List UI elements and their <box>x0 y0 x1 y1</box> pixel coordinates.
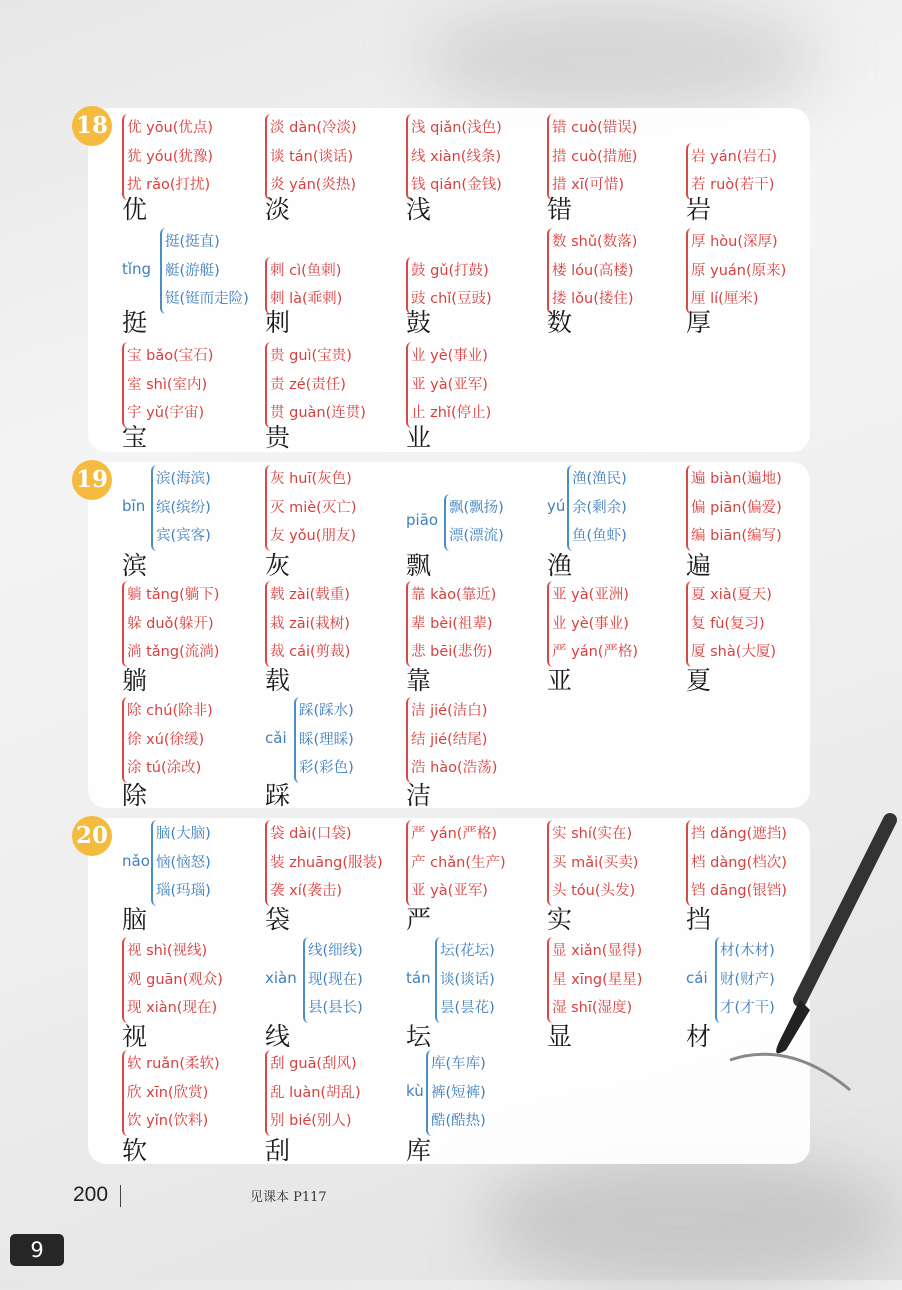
page-chip: 9 <box>10 1234 64 1266</box>
word-item: 头 tóu(头发) <box>552 883 636 899</box>
word-list <box>547 228 637 314</box>
word-item: 艇(游艇) <box>165 262 220 279</box>
word-item: 复 fù(复习) <box>691 615 765 632</box>
word-item: 结 jié(结尾) <box>411 731 488 748</box>
word-item: 措 cuò(措施) <box>552 148 638 165</box>
word-item: 视 shì(视线) <box>127 943 208 959</box>
word-item: 贵 guì(宝贵) <box>270 348 352 364</box>
target-character: 刮 <box>265 1136 291 1165</box>
word-list <box>122 581 219 667</box>
word-item: 搂 lǒu(搂住) <box>552 291 634 307</box>
word-item: 淌 tǎng(流淌) <box>127 644 220 660</box>
word-item: 铤(铤而走险) <box>165 291 249 307</box>
word-list <box>686 465 782 551</box>
shared-pinyin: kù <box>406 1081 424 1100</box>
word-list <box>435 937 495 1023</box>
word-list <box>294 697 354 783</box>
target-character: 严 <box>406 905 432 934</box>
target-character: 数 <box>547 308 573 337</box>
target-character: 线 <box>265 1022 291 1051</box>
section-badge-18: 18 <box>72 106 112 146</box>
word-item: 原 yuán(原来) <box>691 262 787 279</box>
target-character: 岩 <box>686 195 712 224</box>
word-item: 徐 xú(徐缓) <box>127 731 205 748</box>
target-character: 踩 <box>265 781 291 810</box>
word-item: 宝 bǎo(宝石) <box>127 348 214 364</box>
word-item: 室 shì(室内) <box>127 376 208 393</box>
word-item: 昙(昙花) <box>440 1000 495 1016</box>
target-character: 淡 <box>265 195 291 224</box>
target-character: 宝 <box>122 423 148 452</box>
word-item: 厚 hòu(深厚) <box>691 234 778 250</box>
target-character: 灰 <box>265 551 291 580</box>
word-item: 渔(渔民) <box>572 471 627 487</box>
target-character: 鼓 <box>406 308 432 337</box>
shared-pinyin: nǎo <box>122 851 150 870</box>
word-item: 欣 xīn(欣赏) <box>127 1084 209 1101</box>
word-item: 严 yán(严格) <box>411 826 498 842</box>
target-character: 显 <box>547 1022 573 1051</box>
word-list <box>151 465 211 551</box>
word-item: 鼓 gǔ(打鼓) <box>411 262 489 279</box>
word-item: 酷(酷热) <box>431 1113 486 1129</box>
word-list <box>406 342 491 428</box>
word-item: 偏 piān(偏爱) <box>691 499 782 516</box>
target-character: 夏 <box>686 666 712 695</box>
word-item: 躺 tǎng(躺下) <box>127 587 220 603</box>
word-list <box>547 581 638 667</box>
ink-wash-bottom <box>480 1150 900 1290</box>
shared-pinyin: bīn <box>122 496 146 515</box>
word-item: 缤(缤纷) <box>156 499 211 516</box>
word-list <box>265 114 357 200</box>
target-character: 业 <box>406 423 432 452</box>
word-item: 亚 yà(亚洲) <box>552 587 629 603</box>
word-item: 除 chú(除非) <box>127 703 213 719</box>
word-item: 县(县长) <box>308 1000 363 1016</box>
word-item: 灭 miè(灭亡) <box>270 499 357 516</box>
word-item: 瑙(玛瑙) <box>156 883 211 899</box>
word-list <box>567 465 627 551</box>
word-item: 业 yè(事业) <box>411 348 488 364</box>
word-item: 材(木材) <box>720 943 775 959</box>
word-item: 亚 yà(亚军) <box>411 376 488 393</box>
target-character: 载 <box>265 666 291 695</box>
target-character: 刺 <box>265 308 291 337</box>
word-item: 刮 guā(刮风) <box>270 1056 357 1072</box>
word-item: 袭 xí(袭击) <box>270 883 343 899</box>
shared-pinyin: cǎi <box>265 728 287 747</box>
word-item: 浩 hào(浩荡) <box>411 760 498 776</box>
word-item: 厘 lí(厘米) <box>691 291 759 307</box>
word-item: 飘(飘扬) <box>449 499 504 516</box>
target-character: 材 <box>686 1022 712 1051</box>
word-item: 严 yán(严格) <box>552 644 639 660</box>
word-list <box>426 1050 486 1136</box>
word-list <box>122 697 213 783</box>
word-item: 楼 lóu(高楼) <box>552 262 634 279</box>
target-character: 浅 <box>406 195 432 224</box>
word-item: 躲 duǒ(躲开) <box>127 615 214 632</box>
target-character: 坛 <box>406 1022 432 1051</box>
word-item: 遍 biàn(遍地) <box>691 471 782 487</box>
word-item: 观 guān(观众) <box>127 971 223 988</box>
word-item: 财(财产) <box>720 971 775 988</box>
word-item: 优 yōu(优点) <box>127 120 214 136</box>
word-item: 彩(彩色) <box>299 760 354 776</box>
word-item: 谈 tán(谈话) <box>270 148 354 165</box>
word-item: 恼(恼怒) <box>156 854 211 871</box>
target-character: 洁 <box>406 781 432 810</box>
word-item: 犹 yóu(犹豫) <box>127 148 214 165</box>
word-list <box>406 257 492 314</box>
word-item: 挺(挺直) <box>165 234 220 250</box>
target-character: 软 <box>122 1136 148 1165</box>
target-character: 袋 <box>265 905 291 934</box>
word-item: 钱 qián(金钱) <box>411 177 502 193</box>
word-item: 宾(宾客) <box>156 528 211 544</box>
word-item: 滨(海滨) <box>156 471 211 487</box>
word-item: 裤(短裤) <box>431 1084 486 1101</box>
shared-pinyin: piāo <box>406 511 439 529</box>
word-list <box>151 820 211 906</box>
word-list <box>265 1050 361 1136</box>
shared-pinyin: xiàn <box>265 968 297 987</box>
word-item: 现(现在) <box>308 971 363 988</box>
word-item: 靠 kào(靠近) <box>411 587 497 603</box>
page-number: 200 <box>73 1183 109 1206</box>
ink-wash-top <box>420 0 820 120</box>
word-item: 编 biān(编写) <box>691 528 782 544</box>
word-item: 线 xiàn(线条) <box>411 148 502 165</box>
word-item: 湿 shī(湿度) <box>552 1000 633 1016</box>
word-list <box>265 581 350 667</box>
section-badge-20: 20 <box>72 816 112 856</box>
word-item: 显 xiǎn(显得) <box>552 943 643 959</box>
footer-divider <box>120 1185 121 1207</box>
word-item: 辈 bèi(祖辈) <box>411 615 493 632</box>
word-item: 错 cuò(错误) <box>552 120 638 136</box>
word-item: 措 xī(可惜) <box>552 177 625 193</box>
word-item: 亚 yà(亚军) <box>411 883 488 899</box>
word-item: 炎 yán(炎热) <box>270 177 357 193</box>
word-item: 载 zài(载重) <box>270 587 350 603</box>
word-list <box>686 581 776 667</box>
target-character: 厚 <box>686 308 712 337</box>
target-character: 库 <box>406 1136 432 1165</box>
word-item: 脑(大脑) <box>156 826 211 842</box>
word-item: 若 ruò(若干) <box>691 177 775 193</box>
word-item: 实 shí(实在) <box>552 826 633 842</box>
word-item: 铛 dāng(银铛) <box>691 883 787 899</box>
word-item: 别 bié(别人) <box>270 1113 352 1129</box>
word-item: 刺 cì(鱼刺) <box>270 262 342 279</box>
target-character: 遍 <box>686 551 712 580</box>
word-item: 裁 cái(剪裁) <box>270 644 351 660</box>
word-item: 软 ruǎn(柔软) <box>127 1056 220 1072</box>
word-list <box>122 937 223 1023</box>
word-list <box>406 820 506 906</box>
word-list <box>547 114 637 200</box>
word-list <box>265 342 366 428</box>
word-item: 豉 chǐ(豆豉) <box>411 291 492 307</box>
target-character: 除 <box>122 781 148 810</box>
word-item: 洁 jié(洁白) <box>411 703 488 719</box>
target-character: 贵 <box>265 423 291 452</box>
target-character: 滨 <box>122 551 148 580</box>
word-list <box>265 465 357 551</box>
target-character: 视 <box>122 1022 148 1051</box>
target-character: 亚 <box>547 666 573 695</box>
section-badge-19: 19 <box>72 460 112 500</box>
word-item: 刺 là(乖刺) <box>270 291 343 307</box>
word-item: 栽 zāi(栽树) <box>270 615 350 632</box>
target-character: 挡 <box>686 905 712 934</box>
word-item: 扰 rǎo(打扰) <box>127 177 211 193</box>
word-item: 余(剩余) <box>572 499 627 516</box>
word-list <box>406 581 496 667</box>
word-item: 漂(漂流) <box>449 528 504 544</box>
word-item: 鱼(鱼虾) <box>572 528 627 544</box>
word-item: 睬(理睬) <box>299 731 354 748</box>
word-item: 止 zhǐ(停止) <box>411 405 492 421</box>
word-item: 踩(踩水) <box>299 703 354 719</box>
word-item: 厦 shà(大厦) <box>691 644 777 660</box>
word-item: 浅 qiǎn(浅色) <box>411 120 502 136</box>
word-item: 饮 yǐn(饮料) <box>127 1113 209 1129</box>
word-item: 袋 dài(口袋) <box>270 826 352 842</box>
target-character: 脑 <box>122 905 148 934</box>
word-list <box>444 494 504 551</box>
word-list <box>686 228 786 314</box>
target-character: 优 <box>122 195 148 224</box>
word-list <box>406 697 497 783</box>
word-item: 谈(谈话) <box>440 971 495 988</box>
word-item: 产 chǎn(生产) <box>411 854 506 871</box>
word-list <box>406 114 502 200</box>
word-item: 责 zé(责任) <box>270 376 346 393</box>
word-list <box>122 114 213 200</box>
word-list <box>547 820 638 906</box>
word-item: 坛(花坛) <box>440 943 495 959</box>
word-item: 数 shǔ(数落) <box>552 234 638 250</box>
word-item: 贯 guàn(连贯) <box>270 405 366 421</box>
shared-pinyin: cái <box>686 968 708 987</box>
word-list <box>160 228 249 314</box>
target-character: 躺 <box>122 666 148 695</box>
word-item: 岩 yán(岩石) <box>691 148 778 165</box>
shared-pinyin: tán <box>406 968 431 987</box>
word-list <box>715 937 775 1023</box>
word-item: 线(细线) <box>308 943 363 959</box>
word-item: 业 yè(事业) <box>552 615 629 632</box>
target-character: 挺 <box>122 308 148 337</box>
target-character: 错 <box>547 195 573 224</box>
word-item: 宇 yǔ(宇宙) <box>127 405 205 421</box>
word-list <box>265 820 383 906</box>
word-list <box>122 342 213 428</box>
word-item: 涂 tú(涂改) <box>127 760 202 776</box>
word-item: 乱 luàn(胡乱) <box>270 1084 361 1101</box>
word-list <box>303 937 363 1023</box>
word-item: 买 mǎi(买卖) <box>552 854 639 871</box>
word-list <box>122 1050 220 1136</box>
word-item: 才(才干) <box>720 1000 775 1016</box>
word-item: 挡 dǎng(遮挡) <box>691 826 787 842</box>
target-character: 实 <box>547 905 573 934</box>
word-list <box>686 143 777 200</box>
word-item: 现 xiàn(现在) <box>127 1000 218 1016</box>
word-item: 装 zhuāng(服装) <box>270 854 383 871</box>
word-item: 夏 xià(夏天) <box>691 587 772 603</box>
word-list <box>547 937 642 1023</box>
word-item: 淡 dàn(冷淡) <box>270 120 357 136</box>
word-list <box>686 820 787 906</box>
word-item: 档 dàng(档次) <box>691 854 787 871</box>
target-character: 靠 <box>406 666 432 695</box>
target-character: 飘 <box>406 551 432 580</box>
target-character: 渔 <box>547 551 573 580</box>
word-item: 星 xīng(星星) <box>552 971 643 988</box>
word-item: 悲 bēi(悲伤) <box>411 644 493 660</box>
textbook-reference: 见课本 P117 <box>250 1190 327 1205</box>
word-list <box>265 257 342 314</box>
word-item: 友 yǒu(朋友) <box>270 528 357 544</box>
word-item: 灰 huī(灰色) <box>270 471 352 487</box>
shared-pinyin: tǐng <box>122 259 152 278</box>
word-item: 库(车库) <box>431 1056 486 1072</box>
shared-pinyin: yú <box>547 496 566 515</box>
